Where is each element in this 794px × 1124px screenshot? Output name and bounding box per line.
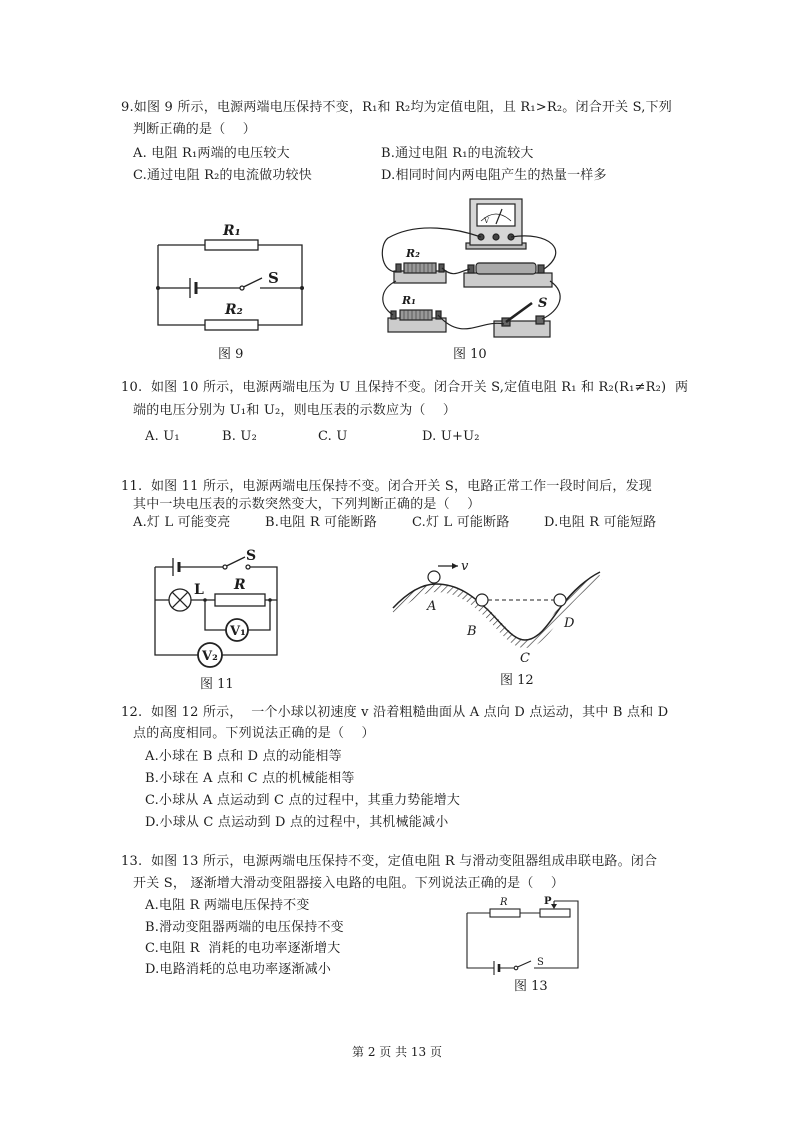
fig11-label-r: R: [234, 577, 246, 593]
figure-13-circuit: [462, 893, 587, 975]
fig13-switch-blade: [518, 961, 532, 967]
q10-option-d: D. U+U₂: [422, 429, 480, 444]
fig11-label-v1: V₁: [230, 624, 246, 639]
q11-option-d: D.电阻 R 可能短路: [544, 515, 657, 530]
figure-10-apparatus: [378, 193, 608, 353]
fig10-label-r2: R₂: [406, 247, 420, 260]
q13-stem-line-2: 开关 S， 逐渐增大滑动变阻器接入电路的电阻。下列说法正确的是（ ）: [133, 876, 565, 891]
fig9-resistor-r1: [205, 240, 258, 250]
fig9-label-s: S: [268, 269, 279, 287]
fig9-junction-left: [156, 286, 160, 290]
q11-option-c: C.灯 L 可能断路: [412, 515, 510, 530]
figure-12-curved-track: [388, 560, 608, 670]
q12-option-c: C.小球从 A 点运动到 C 点的过程中，其重力势能增大: [145, 793, 461, 808]
q9-stem-line-1: 9.如图 9 所示，电源两端电压保持不变，R₁和 R₂均为定值电阻，且 R₁>R₂。闭合开关 S,下列: [121, 100, 673, 115]
fig12-ball-at-b: [476, 594, 488, 606]
fig12-label-c: C: [520, 651, 530, 666]
fig11-switch-contact: [246, 565, 250, 569]
fig12-ball-at-a: [428, 571, 440, 583]
q13-option-c: C.电阻 R 消耗的电功率逐渐增大: [145, 941, 341, 956]
fig12-label-b: B: [467, 624, 477, 639]
fig13-label-r: R: [500, 897, 508, 908]
fig9-label-r1: R₁: [223, 223, 241, 239]
fig10-voltmeter-terminal: [493, 234, 499, 240]
fig12-label-d: D: [564, 616, 575, 631]
q10-option-b: B. U₂: [222, 429, 257, 444]
q9-option-a: A. 电阻 R₁两端的电压较大: [133, 146, 290, 161]
fig13-rheostat: [540, 909, 570, 917]
fig13-label-s: S: [537, 957, 544, 968]
fig11-resistor-r: [215, 594, 265, 606]
q9-stem-line-2: 判断正确的是（ ）: [133, 122, 256, 137]
fig11-junction: [203, 598, 207, 602]
fig10-r2-terminal: [439, 264, 444, 272]
figure-10-caption: 图 10: [453, 347, 487, 362]
fig9-resistor-r2: [205, 320, 258, 330]
fig13-slider-arrowhead: [551, 904, 557, 909]
q9-option-b: B.通过电阻 R₁的电流较大: [381, 146, 534, 161]
q13-option-b: B.滑动变阻器两端的电压保持不变: [145, 920, 344, 935]
fig10-battery-cell: [476, 263, 536, 274]
fig11-junction: [268, 598, 272, 602]
fig11-label-s: S: [246, 548, 257, 564]
figure-11-circuit: [148, 548, 283, 672]
fig13-switch-pivot: [514, 966, 518, 970]
fig12-ball-at-d: [554, 594, 566, 606]
figure-11-caption: 图 11: [200, 677, 234, 692]
q13-option-a: A.电阻 R 两端电压保持不变: [145, 898, 310, 913]
fig9-label-r2: R₂: [225, 302, 243, 318]
fig10-switch-blade: [506, 303, 532, 322]
figure-12-caption: 图 12: [500, 673, 534, 688]
q11-stem-line-1: 11. 如图 11 所示，电源两端电压保持不变。闭合开关 S，电路正常工作一段时间后，发现: [121, 479, 652, 494]
q12-option-a: A.小球在 B 点和 D 点的动能相等: [145, 749, 342, 764]
fig12-label-a: A: [427, 599, 437, 614]
fig10-switch-contact: [536, 316, 544, 324]
page-number-footer: 第 2 页 共 13 页: [352, 1045, 442, 1059]
fig10-label-s: S: [538, 296, 548, 311]
fig12-velocity-arrowhead: [452, 563, 458, 569]
figure-9-caption: 图 9: [218, 347, 244, 362]
q11-option-b: B.电阻 R 可能断路: [265, 515, 377, 530]
fig12-label-v: v: [461, 559, 469, 574]
fig9-switch-blade: [244, 278, 263, 287]
q11-stem-line-2: 其中一块电压表的示数突然变大，下列判断正确的是（ ）: [133, 497, 481, 512]
q13-option-d: D.电路消耗的总电功率逐渐减小: [145, 962, 332, 977]
q12-option-d: D.小球从 C 点运动到 D 点的过程中，其机械能减小: [145, 815, 449, 830]
fig10-meter-symbol: V: [484, 217, 490, 225]
fig13-resistor-r: [490, 909, 520, 917]
fig10-r1-terminal: [391, 311, 396, 319]
fig10-label-r1: R₁: [402, 294, 416, 307]
q12-stem-line-1: 12. 如图 12 所示， 一个小球以初速度 v 沿着粗糙曲面从 A 点向 D 点运动，其中 B 点和 D: [121, 705, 669, 720]
fig10-r2-terminal: [396, 264, 401, 272]
q10-option-a: A. U₁: [145, 429, 180, 444]
fig13-label-p: P: [544, 896, 552, 907]
q13-stem-line-1: 13. 如图 13 所示，电源两端电压保持不变，定值电阻 R 与滑动变阻器组成串联电路。闭合: [121, 854, 658, 869]
fig9-junction-right: [300, 286, 304, 290]
q9-option-d: D.相同时间内两电阻产生的热量一样多: [381, 168, 607, 183]
q9-option-c: C.通过电阻 R₂的电流做功较快: [133, 168, 312, 183]
fig11-label-v2: V₂: [202, 649, 218, 664]
q10-stem-line-1: 10. 如图 10 所示，电源两端电压为 U 且保持不变。闭合开关 S,定值电阻 R₁ 和 R₂(R₁≠R₂) 两: [121, 380, 689, 395]
figure-13-caption: 图 13: [514, 979, 548, 994]
fig10-wire: [383, 281, 396, 315]
q12-stem-line-2: 点的高度相同。下列说法正确的是（ ）: [133, 726, 375, 741]
fig10-battery-board: [464, 273, 552, 287]
fig10-battery-terminal: [538, 265, 544, 273]
q10-stem-line-2: 端的电压分别为 U₁和 U₂，则电压表的示数应为（ ）: [133, 403, 457, 418]
fig11-label-l: L: [194, 582, 204, 598]
q10-option-c: C. U: [318, 429, 348, 444]
fig11-wire: [155, 567, 277, 655]
fig11-switch-blade: [227, 557, 246, 566]
q11-option-a: A.灯 L 可能变亮: [133, 515, 231, 530]
q12-option-b: B.小球在 A 点和 C 点的机械能相等: [145, 771, 355, 786]
figure-9-circuit: [150, 215, 310, 340]
